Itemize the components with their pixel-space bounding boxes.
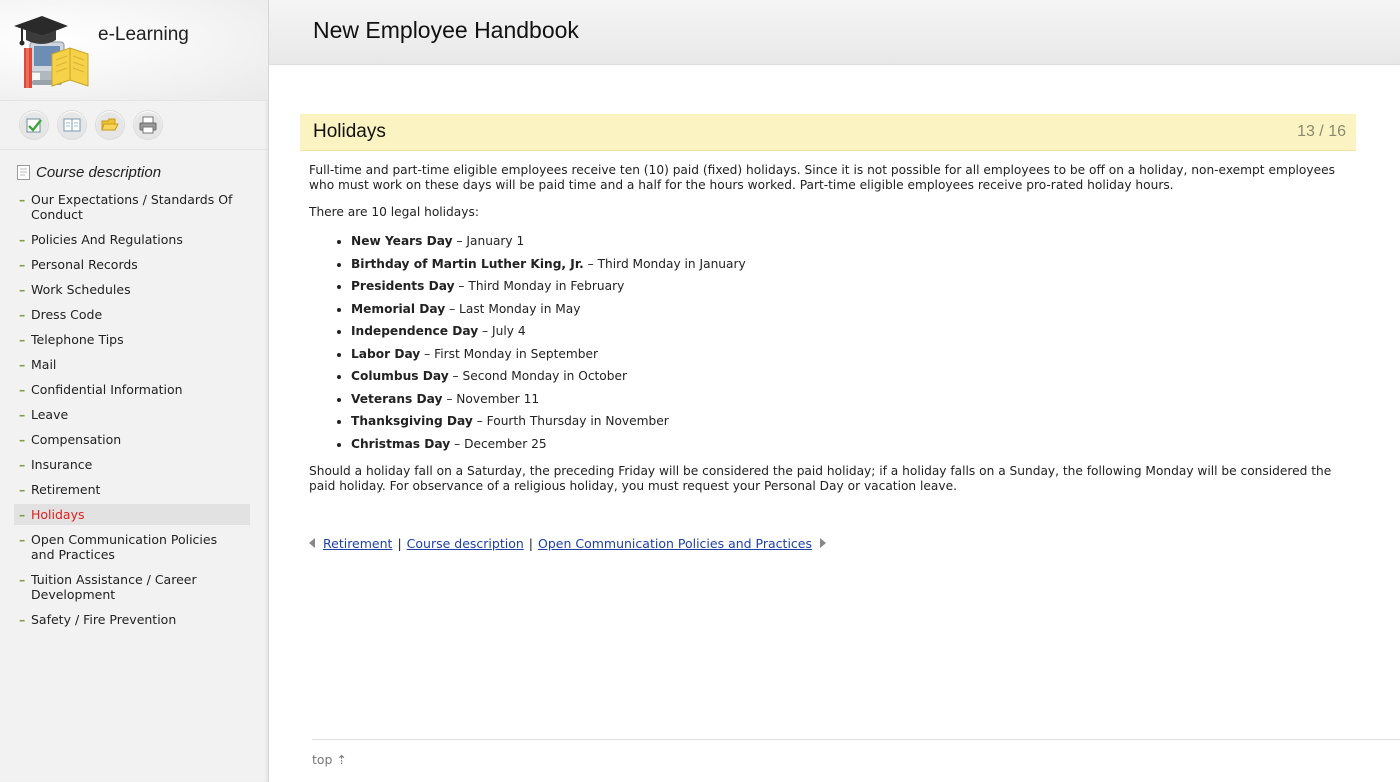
sidebar-item-label: Work Schedules (31, 282, 131, 297)
sidebar-item-label: Confidential Information (31, 382, 183, 397)
list-item (351, 392, 1346, 407)
course-nav (0, 189, 268, 630)
bullet: – (19, 232, 26, 247)
course-description-link[interactable] (17, 164, 268, 181)
pager-separator: | (528, 535, 533, 551)
closing-paragraph: Should a holiday fall on a Saturday, the preceding Friday will be considered the paid holiday; if a holiday falls on a Sunday, the following Monday will be considered the paid holiday. For observance of a religious holiday, you must request your Personal Day or vacation leave. (309, 463, 1332, 493)
sidebar-item-label: Leave (31, 407, 69, 422)
holiday-name: Memorial Day (351, 301, 446, 316)
page-counter: 13 / 16 (1297, 123, 1346, 140)
sidebar-item-holidays[interactable] (14, 504, 250, 525)
notes-icon (63, 116, 81, 134)
holiday-name: Birthday of Martin Luther King, Jr. (351, 256, 584, 271)
sidebar-item-label: Open Communication Policies and Practices (31, 532, 218, 562)
bullet: – (19, 257, 26, 272)
holiday-name: Labor Day (351, 346, 421, 361)
holiday-name: Independence Day (351, 324, 479, 338)
list-item (351, 414, 1346, 429)
prev-page-link[interactable]: Retirement (323, 535, 393, 551)
bullet: – (19, 192, 26, 207)
list-item (351, 257, 1346, 272)
holiday-date: – January 1 (452, 234, 525, 248)
bullet: – (19, 407, 26, 422)
list-item (351, 324, 1346, 339)
print-button[interactable] (134, 111, 162, 139)
bullet: – (19, 432, 26, 447)
sidebar-item-label: Safety / Fire Prevention (31, 612, 177, 627)
sidebar-item-insurance[interactable] (14, 454, 250, 475)
sidebar-item-personal-records[interactable] (14, 254, 250, 275)
bullet: – (19, 532, 26, 547)
topic-body (300, 163, 1356, 494)
sidebar-item-confidential[interactable] (14, 379, 250, 400)
list-item (351, 347, 1346, 362)
sidebar-item-label: Mail (31, 357, 57, 372)
course-description-label: Course description (36, 164, 162, 181)
print-icon (139, 116, 157, 134)
sidebar-item-label: Dress Code (31, 307, 103, 322)
bullet: – (19, 572, 26, 587)
page-header (269, 0, 1400, 65)
footer-divider (312, 739, 1400, 740)
bullet: – (19, 332, 26, 347)
holiday-date: – Third Monday in January (583, 256, 746, 271)
bullet: – (19, 482, 26, 497)
back-to-top-link[interactable]: top ⇡ (312, 752, 347, 767)
list-item (351, 302, 1346, 317)
holiday-list (309, 234, 1346, 452)
holiday-date: – Second Monday in October (448, 369, 628, 383)
sidebar-item-label: Retirement (31, 482, 101, 497)
list-item (351, 279, 1346, 294)
sidebar (0, 0, 269, 782)
sidebar-item-tuition[interactable] (14, 569, 250, 605)
sidebar-item-compensation[interactable] (14, 429, 250, 450)
holiday-name: Veterans Day (351, 391, 443, 406)
graduation-cap-computer-books-icon (12, 12, 92, 90)
sidebar-item-policies[interactable] (14, 229, 250, 250)
topic-bar (300, 114, 1356, 151)
pager-separator: | (397, 535, 402, 551)
sidebar-item-safety[interactable] (14, 609, 250, 630)
sidebar-item-work-schedules[interactable] (14, 279, 250, 300)
list-item (351, 369, 1346, 384)
intro-paragraph: Full-time and part-time eligible employees receive ten (10) paid (fixed) holidays. Since it is not possible for all employees to be off on a holiday, non-exempt employees who must work on these days will be paid time and a half for the hours worked. Part-time eligible employees receive pro-rated holiday hours. (309, 163, 1335, 192)
prev-arrow-icon (309, 538, 315, 548)
sidebar-item-dress-code[interactable] (14, 304, 250, 325)
sidebar-item-open-communication[interactable] (14, 529, 250, 565)
page-title: New Employee Handbook (313, 17, 579, 43)
document-icon (17, 165, 30, 180)
sidebar-item-label: Personal Records (31, 257, 138, 272)
list-item (351, 437, 1346, 452)
holiday-date: – July 4 (478, 324, 526, 338)
bullet: – (19, 307, 26, 322)
holiday-date: – First Monday in September (420, 346, 598, 361)
holiday-date: – Last Monday in May (445, 301, 581, 316)
holiday-name: Christmas Day (351, 436, 451, 451)
bullet: – (19, 612, 26, 627)
brand-header (0, 0, 268, 101)
page-navigation (309, 536, 1356, 551)
bullet: – (19, 457, 26, 472)
sidebar-item-leave[interactable] (14, 404, 250, 425)
holiday-date: – Third Monday in February (454, 279, 625, 293)
holiday-name: Columbus Day (351, 369, 449, 383)
sidebar-item-label: Our Expectations / Standards Of Conduct (31, 192, 233, 222)
holiday-name: Thanksgiving Day (351, 414, 473, 428)
bullet: – (19, 282, 26, 297)
open-folder-button[interactable] (96, 111, 124, 139)
mark-complete-button[interactable] (20, 111, 48, 139)
sidebar-item-label: Policies And Regulations (31, 232, 183, 247)
bullet: – (19, 382, 26, 397)
sidebar-item-label: Telephone Tips (31, 332, 124, 347)
next-arrow-icon (820, 538, 826, 548)
folder-icon (101, 116, 119, 134)
topic-title: Holidays (313, 121, 386, 142)
holiday-date: – November 11 (442, 391, 540, 406)
holiday-date: – December 25 (450, 436, 547, 451)
holiday-name: Presidents Day (351, 279, 455, 293)
course-description-page-link[interactable]: Course description (406, 535, 524, 551)
toolbar (0, 101, 268, 150)
holiday-count-text: There are 10 legal holidays: (309, 205, 479, 219)
sidebar-item-mail[interactable] (14, 354, 250, 375)
checkmark-icon (25, 116, 43, 134)
bullet: – (19, 507, 26, 522)
next-page-link[interactable]: Open Communication Policies and Practices (538, 535, 812, 551)
brand-title: e-Learning (98, 24, 189, 45)
main-content (300, 114, 1356, 551)
holiday-name: New Years Day (351, 234, 453, 248)
holiday-date: – Fourth Thursday in November (472, 414, 669, 428)
sidebar-item-label: Holidays (31, 507, 85, 522)
sidebar-item-label: Insurance (31, 457, 93, 472)
sidebar-item-telephone-tips[interactable] (14, 329, 250, 350)
sidebar-item-label: Compensation (31, 432, 122, 447)
notes-button[interactable] (58, 111, 86, 139)
sidebar-item-expectations[interactable] (14, 189, 250, 225)
sidebar-item-label: Tuition Assistance / Career Development (31, 572, 197, 602)
bullet: – (19, 357, 26, 372)
list-item (351, 234, 1346, 249)
sidebar-item-retirement[interactable] (14, 479, 250, 500)
